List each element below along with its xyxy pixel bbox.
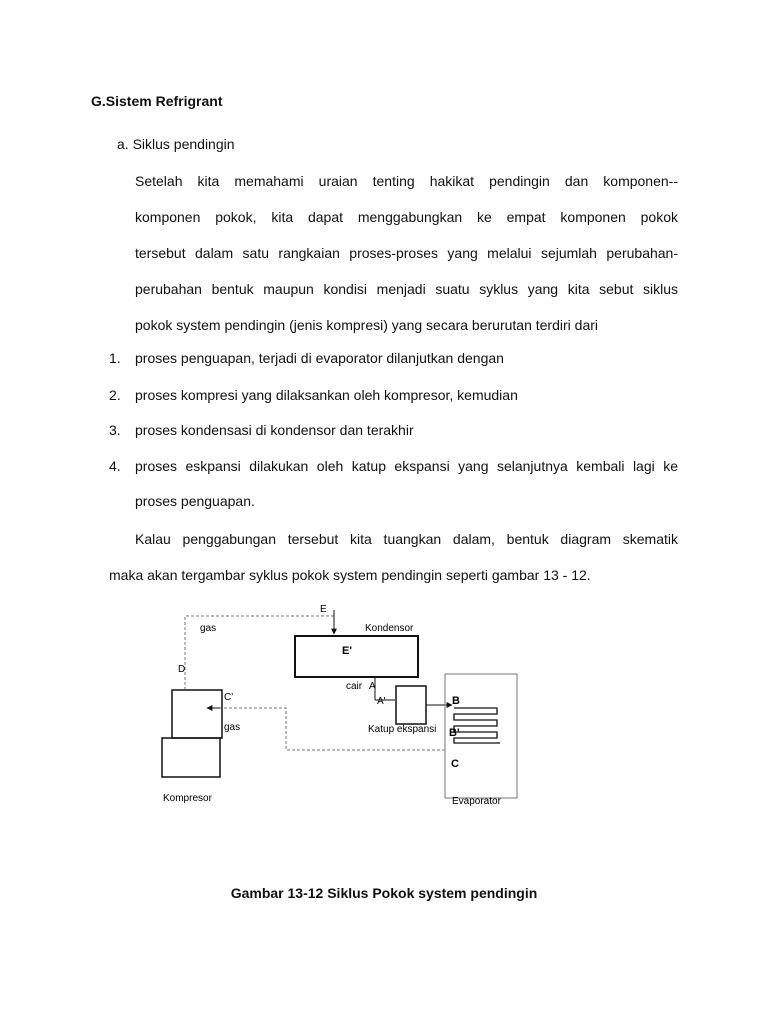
- section-heading: G.Sistem Refrigrant: [91, 93, 223, 109]
- compressor-head: [172, 690, 222, 738]
- label-e-prime: E': [342, 645, 352, 657]
- condenser-box: [295, 636, 418, 677]
- list-item: proses kondensasi di kondensor dan terakhir: [135, 422, 414, 438]
- figure-caption: Gambar 13-12 Siklus Pokok system pendingin: [230, 885, 538, 901]
- paragraph-line: perubahan bentuk maupun kondisi menjadi suatu syklus yang kita sebut siklus: [135, 281, 678, 297]
- label-e: E: [320, 604, 327, 615]
- subsection-heading: a. Siklus pendingin: [117, 136, 235, 152]
- paragraph-line: pokok system pendingin (jenis kompresi) yang secara berurutan terdiri dari: [135, 317, 598, 333]
- label-a: A: [369, 681, 376, 692]
- refrigeration-cycle-diagram: [150, 600, 530, 816]
- list-item: proses penguapan, terjadi di evaporator dilanjutkan dengan: [135, 350, 504, 366]
- label-gas-mid: gas: [224, 722, 241, 733]
- label-c: C: [451, 758, 459, 770]
- list-number: 2.: [109, 387, 121, 403]
- paragraph-line: komponen pokok, kita dapat menggabungkan ke empat komponen pokok: [135, 209, 678, 225]
- expansion-valve-box: [396, 686, 426, 724]
- list-number: 4.: [109, 458, 121, 474]
- list-number: 1.: [109, 350, 121, 366]
- paragraph-line: maka akan tergambar syklus pokok system pendingin seperti gambar 13 - 12.: [109, 567, 591, 583]
- label-d: D: [178, 664, 186, 675]
- list-item-continuation: proses penguapan.: [135, 493, 255, 509]
- label-evaporator: Evaporator: [452, 796, 501, 807]
- list-item: proses eskpansi dilakukan oleh katup ekspansi yang selanjutnya kembali lagi ke: [135, 458, 678, 474]
- label-katup-ekspansi: Katup ekspansi: [368, 724, 437, 735]
- compressor-body: [162, 738, 220, 777]
- list-number: 3.: [109, 422, 121, 438]
- paragraph-line: Setelah kita memahami uraian tenting hakikat pendingin dan komponen--: [135, 173, 678, 189]
- evaporator-coil: [454, 708, 500, 743]
- label-b-prime: B': [449, 727, 460, 739]
- label-a-prime: A': [377, 696, 386, 707]
- label-gas-top: gas: [200, 623, 217, 634]
- label-kompresor: Kompresor: [163, 793, 212, 804]
- paragraph-line: Kalau penggabungan tersebut kita tuangkan dalam, bentuk diagram skematik: [135, 531, 678, 547]
- paragraph-line: tersebut dalam satu rangkaian proses-proses yang melalui sejumlah perubahan-: [135, 245, 678, 261]
- label-cair: cair: [346, 681, 363, 692]
- label-c-prime: C': [224, 692, 234, 703]
- label-b: B: [452, 695, 460, 707]
- list-item: proses kompresi yang dilaksankan oleh kompresor, kemudian: [135, 387, 518, 403]
- label-kondensor: Kondensor: [365, 623, 414, 634]
